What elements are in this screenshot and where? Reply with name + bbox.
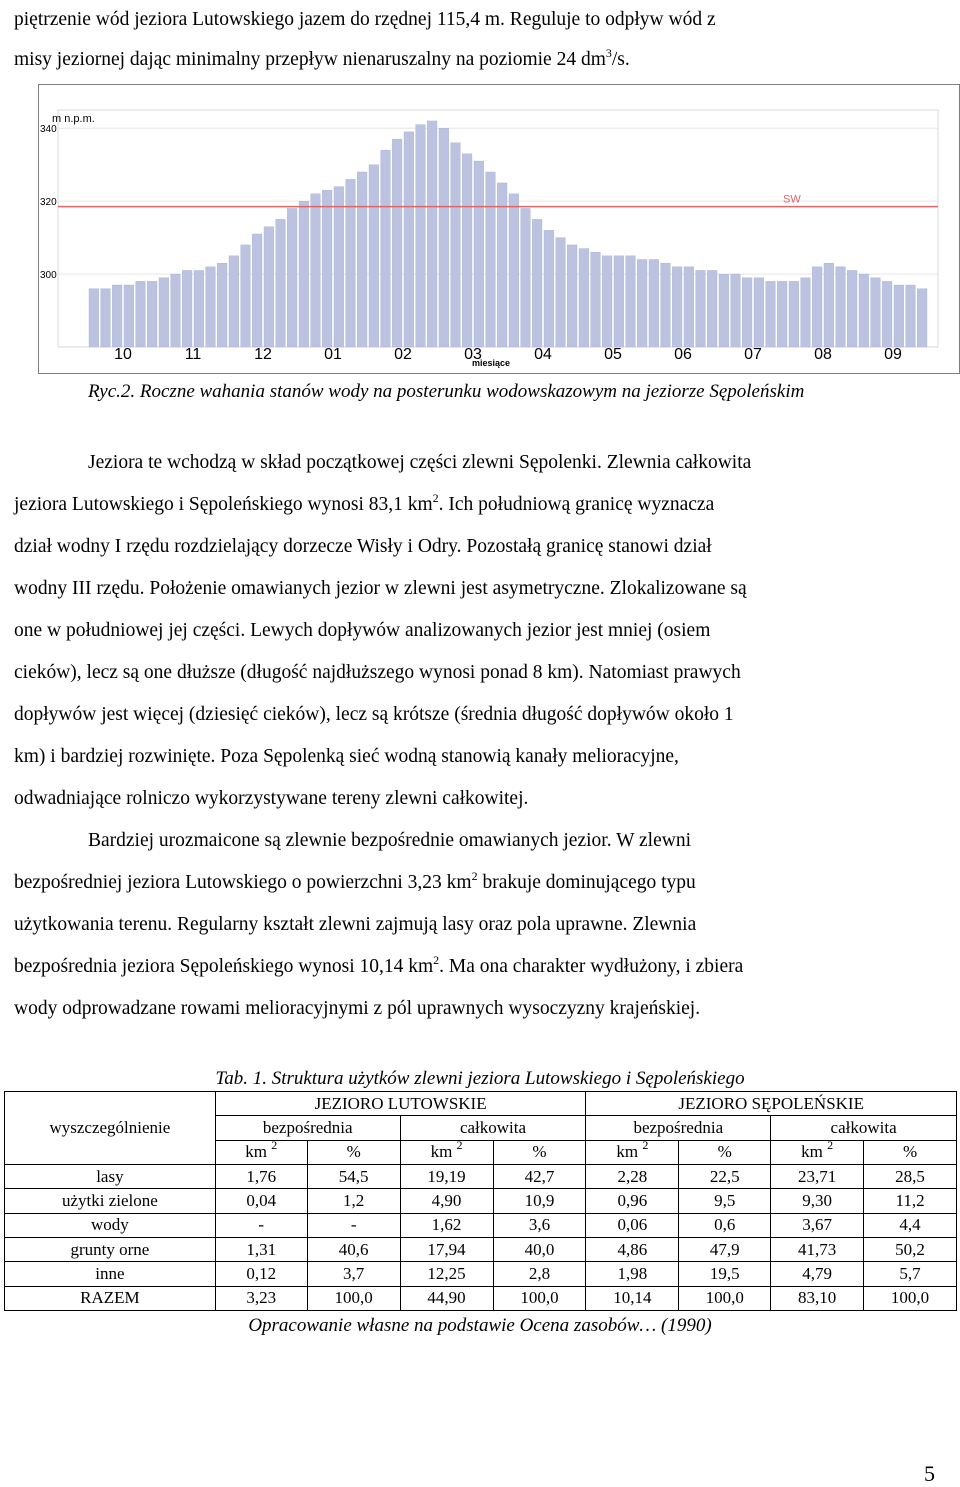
intro-paragraph — [14, 0, 938, 80]
header-direct: bezpośrednia — [215, 1116, 400, 1140]
level-bar — [532, 219, 542, 347]
unit-pct: % — [307, 1140, 400, 1164]
row-label: inne — [5, 1262, 216, 1286]
figure-caption: Ryc.2. Roczne wahania stanów wody na posterunku wodowskazowym na jeziorze Sępoleńskim — [88, 381, 805, 402]
table-cell: 1,2 — [307, 1189, 400, 1213]
table-cell: 28,5 — [864, 1164, 957, 1188]
table-row — [5, 1213, 957, 1237]
table-cell: 10,14 — [586, 1286, 679, 1310]
level-bar — [404, 132, 414, 347]
level-bar — [696, 270, 706, 347]
table-cell: 41,73 — [771, 1237, 864, 1261]
row-label: użytki zielone — [5, 1189, 216, 1213]
table-cell: 3,7 — [307, 1262, 400, 1286]
x-tick-label: 03 — [464, 346, 482, 363]
table-cell: 4,4 — [864, 1213, 957, 1237]
level-bar — [334, 187, 344, 347]
level-bar — [649, 259, 659, 347]
level-bar — [276, 219, 286, 347]
row-label: RAZEM — [5, 1286, 216, 1310]
superscript: 2 — [471, 869, 478, 883]
x-tick-label: 12 — [254, 346, 272, 363]
level-bar — [147, 281, 157, 347]
level-bar — [556, 238, 566, 347]
table-cell: 1,98 — [586, 1262, 679, 1286]
table-cell: 100,0 — [307, 1286, 400, 1310]
table-cell: 54,5 — [307, 1164, 400, 1188]
table-row — [5, 1237, 957, 1261]
table-cell: 11,2 — [864, 1189, 957, 1213]
level-bar — [602, 256, 612, 347]
unit-km: km $^2$ — [586, 1140, 679, 1164]
table-cell: 4,86 — [586, 1237, 679, 1261]
intro-line-2: misy jeziornej dając minimalny przepływ nienaruszalny na poziomie 24 $dm^3/s$. — [14, 46, 630, 70]
level-bar — [661, 263, 671, 347]
x-tick-label: 06 — [674, 346, 692, 363]
table-cell: 1,76 — [215, 1164, 307, 1188]
table-cell: 44,90 — [400, 1286, 493, 1310]
table-cell: 100,0 — [679, 1286, 771, 1310]
level-bar — [871, 278, 881, 347]
level-bar — [252, 234, 262, 347]
level-bar — [322, 190, 332, 347]
x-tick-label: 08 — [814, 346, 832, 363]
x-tick-label: 09 — [884, 346, 902, 363]
level-bar — [311, 194, 321, 347]
level-bar — [731, 274, 741, 347]
level-bar — [346, 179, 356, 347]
page-number: 5 — [924, 1461, 935, 1486]
table-cell: 19,5 — [679, 1262, 771, 1286]
unit-km: km $^2$ — [215, 1140, 307, 1164]
table-cell: - — [307, 1213, 400, 1237]
level-bar — [847, 270, 857, 347]
level-bar — [182, 270, 192, 347]
table-cell: 10,9 — [493, 1189, 586, 1213]
table-row — [5, 1286, 957, 1310]
level-bar — [89, 289, 99, 347]
table-cell: 0,04 — [215, 1189, 307, 1213]
level-bar — [777, 281, 787, 347]
level-bar — [451, 143, 461, 347]
table-cell: - — [215, 1213, 307, 1237]
level-bar — [637, 259, 647, 347]
table-cell: 9,30 — [771, 1189, 864, 1213]
table-cell: 47,9 — [679, 1237, 771, 1261]
row-label: lasy — [5, 1164, 216, 1188]
level-bar — [521, 208, 531, 347]
table-source: Opracowanie własne na podstawie Ocena zasobów… (1990) — [248, 1315, 712, 1336]
level-bar — [824, 263, 834, 347]
table-cell: 0,06 — [586, 1213, 679, 1237]
level-bar — [707, 270, 717, 347]
level-bar — [579, 249, 589, 347]
table-cell: 1,62 — [400, 1213, 493, 1237]
table-cell: 0,12 — [215, 1262, 307, 1286]
level-bar — [299, 201, 309, 347]
level-bar — [124, 285, 134, 347]
table-cell: 9,5 — [679, 1189, 771, 1213]
table-cell: 83,10 — [771, 1286, 864, 1310]
superscript: 2 — [432, 491, 439, 505]
level-bar — [357, 172, 367, 347]
level-bar — [112, 285, 122, 347]
level-bar — [392, 139, 402, 347]
table-cell: 2,28 — [586, 1164, 679, 1188]
level-bar — [859, 274, 869, 347]
level-bar — [136, 281, 146, 347]
level-bar — [206, 267, 216, 347]
x-tick-label: 07 — [744, 346, 762, 363]
x-tick-label: 05 — [604, 346, 622, 363]
table-caption: Tab. 1. Struktura użytków zlewni jeziora Lutowskiego i Sępoleńskiego — [215, 1068, 745, 1089]
paragraph-1: Jeziora te wchodzą w skład początkowej części zlewni Sępolenki. Zlewnia całkowita jeziora Lutowskiego i Sępoleńskiego wynosi 83,1 $km^2$. Ich południową granicę wyznacza dział wodny I rzędu rozdzielający dorzecze Wisły i Odry. Pozostałą granicę stanowi dział wodny III rzędu. Położenie omawianych jezior w zlewni jest asymetryczne. Zlokalizowane są one w południowej jej części. Lewych dopływów analizowanych jezior jest mniej (osiem cieków), lecz są one dłuższe (długość najdłuższego wynosi ponad 8 km). Natomiast prawych dopływów jest więcej (dziesięć cieków), lecz są krótsze (średnia długość dopływów około 1 km) i bardziej rozwinięte. Poza Sępolenką sieć wodną stanowią kanały melioracyjne, odwadniające rolniczo wykorzystywane tereny zlewni całkowitej. — [14, 452, 752, 809]
header-total: całkowita — [771, 1116, 957, 1140]
x-tick-label: 11 — [184, 346, 202, 363]
table-cell: 3,23 — [215, 1286, 307, 1310]
level-bar — [171, 274, 181, 347]
table-cell: 3,67 — [771, 1213, 864, 1237]
table-cell: 50,2 — [864, 1237, 957, 1261]
level-bar — [497, 183, 507, 347]
level-bar — [194, 270, 204, 347]
level-bar — [159, 278, 169, 347]
level-bar — [812, 267, 822, 347]
paragraph-2: Bardziej urozmaicone są zlewnie bezpośrednie omawianych jezior. W zlewni bezpośredniej jeziora Lutowskiego o powierzchni 3,23 $km^2$ brakuje dominującego typu użytkowania terenu. Regularny kształt zlewni zajmują lasy oraz pola uprawne. Zlewnia bezpośrednia jeziora Sępoleńskiego wynosi 10,14 $km^2$. Ma ona charakter wydłużony, i zbiera wody odprowadzane rowami melioracyjnymi z pól uprawnych wysoczyzny krajeńskiej. — [14, 830, 744, 1019]
x-tick-label: 04 — [534, 346, 552, 363]
table-cell: 2,8 — [493, 1262, 586, 1286]
level-bar — [719, 274, 729, 347]
table-cell: 23,71 — [771, 1164, 864, 1188]
x-tick-label: 01 — [324, 346, 342, 363]
level-bar — [906, 285, 916, 347]
level-bar — [684, 267, 694, 347]
table-row — [5, 1262, 957, 1286]
level-bar — [381, 150, 391, 347]
level-bar — [567, 245, 577, 347]
table-cell: 22,5 — [679, 1164, 771, 1188]
unit-pct: % — [493, 1140, 586, 1164]
table-header-row — [5, 1092, 957, 1116]
superscript: 3 — [605, 46, 612, 60]
table-cell: 0,96 — [586, 1189, 679, 1213]
table-cell: 17,94 — [400, 1237, 493, 1261]
table-cell: 12,25 — [400, 1262, 493, 1286]
header-corner: wyszczególnienie — [5, 1092, 216, 1165]
table-cell: 4,90 — [400, 1189, 493, 1213]
level-bar — [591, 252, 601, 347]
level-bar — [264, 227, 274, 347]
level-bar — [416, 125, 426, 347]
y-tick-label: 320 — [40, 197, 57, 209]
row-label: wody — [5, 1213, 216, 1237]
table-cell: 100,0 — [493, 1286, 586, 1310]
level-bar — [766, 281, 776, 347]
superscript: 2 — [433, 953, 440, 967]
y-axis-label: m n.p.m. — [52, 113, 95, 125]
level-bar — [894, 285, 904, 347]
y-tick-label: 300 — [40, 270, 57, 282]
level-bar — [754, 278, 764, 347]
table-cell: 40,0 — [493, 1237, 586, 1261]
table-cell: 19,19 — [400, 1164, 493, 1188]
table-cell: 40,6 — [307, 1237, 400, 1261]
table-cell: 42,7 — [493, 1164, 586, 1188]
header-total: całkowita — [400, 1116, 586, 1140]
x-axis-label: miesiące — [472, 358, 511, 368]
water-level-chart — [38, 84, 960, 374]
level-bar — [672, 267, 682, 347]
header-lake-sepolenskie: JEZIORO SĘPOLEŃSKIE — [586, 1092, 957, 1116]
level-bar — [229, 256, 239, 347]
level-bar — [614, 256, 624, 347]
level-bar — [742, 278, 752, 347]
level-bar — [101, 289, 111, 347]
table-cell: 4,79 — [771, 1262, 864, 1286]
sw-label: SW — [783, 193, 801, 206]
level-bar — [369, 165, 379, 347]
y-tick-label: 340 — [40, 124, 57, 136]
header-direct: bezpośrednia — [586, 1116, 771, 1140]
unit-km: km $^2$ — [400, 1140, 493, 1164]
level-bar — [486, 172, 496, 347]
intro-line-1: piętrzenie wód jeziora Lutowskiego jazem do rzędnej 115,4 m. Reguluje to odpływ wód z — [14, 9, 716, 30]
x-tick-label: 10 — [114, 346, 132, 363]
table-row — [5, 1189, 957, 1213]
row-label: grunty orne — [5, 1237, 216, 1261]
table-cell: 0,6 — [679, 1213, 771, 1237]
unit-pct: % — [679, 1140, 771, 1164]
level-bar — [544, 230, 554, 347]
land-use-table — [4, 1091, 957, 1311]
x-tick-label: 02 — [394, 346, 412, 363]
level-bar — [882, 281, 892, 347]
table-row — [5, 1164, 957, 1188]
level-bar — [287, 208, 297, 347]
level-bar — [789, 281, 799, 347]
level-bar — [917, 289, 927, 347]
level-bar — [241, 245, 251, 347]
level-bar — [462, 154, 472, 347]
level-bar — [801, 278, 811, 347]
level-bar — [836, 267, 846, 347]
level-bar — [474, 161, 484, 347]
level-bar — [626, 256, 636, 347]
table-cell: 5,7 — [864, 1262, 957, 1286]
table-cell: 3,6 — [493, 1213, 586, 1237]
level-bar — [509, 194, 519, 347]
level-bar — [439, 128, 449, 347]
header-lake-lutowskie: JEZIORO LUTOWSKIE — [215, 1092, 586, 1116]
level-bar — [427, 121, 437, 347]
table-cell: 100,0 — [864, 1286, 957, 1310]
table-cell: 1,31 — [215, 1237, 307, 1261]
level-bar — [217, 263, 227, 347]
unit-km: km $^2$ — [771, 1140, 864, 1164]
unit-pct: % — [864, 1140, 957, 1164]
